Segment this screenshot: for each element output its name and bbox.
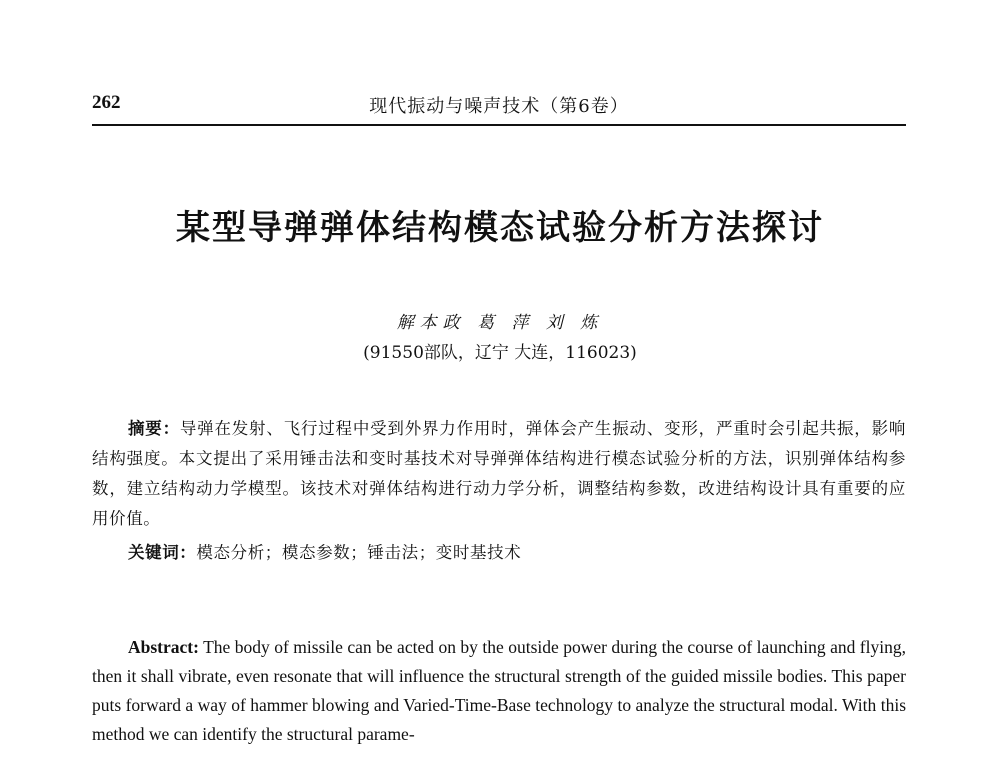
keywords [128,538,906,568]
page-number: 262 [92,92,121,113]
paper-title: 某型导弹弹体结构模态试验分析方法探讨 [176,208,824,248]
authors: 解本政 葛 萍 刘 炼 [396,313,604,333]
running-head: 现代振动与噪声技术（第6卷） [369,96,629,117]
abstract-chinese-text: 导弹在发射、飞行过程中受到外界力作用时，弹体会产生振动、变形，严重时会引起共振，影响结构强度。本文提出了采用锤击法和变时基技术对导弹弹体结构进行模态试验分析的方法，识别弹体结构参数，建立结构动力学模型。该技术对弹体结构进行动力学分析，调整结构参数，改进结构设计具有重要的应用价值。 [92,419,906,528]
abstract-english [92,633,906,749]
affiliation: (91550部队，辽宁 大连，116023) [363,343,637,363]
abstract-chinese-label: 摘要： [128,419,180,438]
keywords-label: 关键词： [128,543,197,562]
abstract-english-label: Abstract: [128,637,199,657]
abstract-chinese [92,414,906,534]
keywords-text: 模态分析；模态参数；锤击法；变时基技术 [196,543,522,562]
abstract-english-text: The body of missile can be acted on by the outside power during the course of launching and flying, then it shall vibrate, even resonate that will influence the structural strength of the guided missile bodies. This paper puts forward a way of hammer blowing and Varied-Time-Base technology to analyze the structural modal. With this method we can identify the structural parame- [92,637,906,744]
header-rule [92,124,906,126]
page-header [92,92,906,122]
